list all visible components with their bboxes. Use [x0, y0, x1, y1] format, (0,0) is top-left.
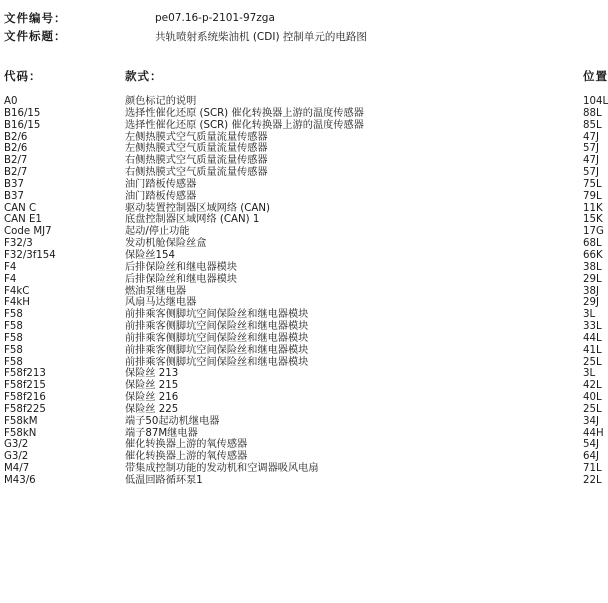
component-position: 33L — [583, 321, 602, 333]
component-position: 85L — [583, 119, 602, 131]
doc-title-row — [4, 27, 367, 45]
doc-title-value: 共轨喷射系统柴油机 (CDI) 控制单元的电路图 — [155, 30, 367, 43]
component-position: 47J — [583, 155, 599, 167]
component-position: 57J — [583, 143, 599, 155]
table-row — [0, 345, 603, 357]
component-position: 66K — [583, 249, 603, 261]
component-code: G3/2 — [4, 451, 29, 463]
table-row — [0, 132, 603, 144]
component-description: 低温回路循环泵1 — [125, 475, 203, 486]
component-description: 驱动装置控制器区域网络 (CAN) — [125, 202, 270, 214]
component-description: 前排乘客侧脚坑空间保险丝和继电器模块 — [125, 321, 309, 333]
component-position: 104L — [583, 96, 608, 107]
table-row — [0, 439, 603, 451]
column-header-description: 款式： — [125, 69, 163, 83]
table-row — [0, 262, 603, 274]
table-row — [0, 475, 603, 487]
component-description: 催化转换器上游的氧传感器 — [125, 451, 248, 463]
component-position: 29L — [583, 273, 602, 285]
table-row — [0, 286, 603, 298]
component-description: 风扇马达继电器 — [125, 297, 197, 309]
component-description: 选择性催化还原 (SCR) 催化转换器上游的温度传感器 — [125, 107, 364, 119]
table-row — [0, 321, 603, 333]
component-code: F58kN — [4, 427, 37, 439]
component-position: 3L — [583, 368, 596, 380]
component-position: 15K — [583, 214, 603, 226]
column-header-position: 位置 — [583, 69, 608, 83]
component-position: 40L — [583, 392, 602, 404]
component-code: M43/6 — [4, 475, 36, 486]
component-position: 68L — [583, 238, 602, 250]
table-row — [0, 428, 603, 440]
component-description: 端子50起动机继电器 — [125, 415, 220, 427]
table-header — [0, 68, 608, 86]
table-row — [0, 108, 603, 120]
table-row — [0, 120, 603, 132]
component-description: 催化转换器上游的氧传感器 — [125, 439, 248, 451]
component-description: 前排乘客侧脚坑空间保险丝和继电器模块 — [125, 344, 309, 356]
component-position: 64J — [583, 451, 599, 463]
component-code: B37 — [4, 190, 24, 202]
table-row — [0, 191, 603, 203]
component-position: 25L — [583, 403, 602, 415]
component-position: 38J — [583, 285, 599, 297]
component-code: B2/6 — [4, 131, 28, 143]
document-meta — [4, 9, 367, 45]
column-header-code: 代码： — [4, 69, 42, 83]
table-row — [0, 380, 603, 392]
component-position: 44L — [583, 332, 602, 344]
component-description: 左侧热膜式空气质量流量传感器 — [125, 131, 268, 143]
component-code: B16/15 — [4, 119, 41, 131]
component-code: B2/6 — [4, 143, 28, 155]
component-description: 前排乘客侧脚坑空间保险丝和继电器模块 — [125, 356, 309, 368]
component-description: 前排乘客侧脚坑空间保险丝和继电器模块 — [125, 332, 309, 344]
table-row — [0, 226, 603, 238]
table-row — [0, 143, 603, 155]
component-code: F58 — [4, 356, 23, 368]
table-row — [0, 451, 603, 463]
component-code: CAN C — [4, 202, 37, 214]
table-row — [0, 155, 603, 167]
component-position: 3L — [583, 309, 596, 321]
component-description: 保险丝 225 — [125, 403, 179, 415]
component-description: 油门踏板传感器 — [125, 178, 197, 190]
doc-title-label: 文件标题： — [4, 29, 67, 43]
component-code: G3/2 — [4, 439, 29, 451]
component-position: 42L — [583, 380, 602, 392]
table-row — [0, 238, 603, 250]
component-description: 起动/停止功能 — [125, 226, 190, 238]
component-description: 保险丝 215 — [125, 380, 179, 392]
component-code: F4kC — [4, 285, 30, 297]
component-description: 选择性催化还原 (SCR) 催化转换器上游的温度传感器 — [125, 119, 364, 131]
component-table — [0, 96, 608, 487]
table-row — [0, 274, 603, 286]
component-code: B2/7 — [4, 155, 28, 167]
table-row — [0, 463, 603, 475]
component-code: B2/7 — [4, 167, 28, 179]
doc-number-row — [4, 9, 367, 27]
table-row — [0, 96, 608, 108]
component-code: F32/3f154 — [4, 249, 56, 261]
component-code: F58 — [4, 344, 23, 356]
table-row — [0, 179, 603, 191]
component-position: 79L — [583, 190, 602, 202]
component-code: F4 — [4, 261, 17, 273]
component-description: 后排保险丝和继电器模块 — [125, 261, 238, 273]
component-code: F4kH — [4, 297, 30, 309]
component-position: 57J — [583, 167, 599, 179]
doc-number-value: pe07.16-p-2101-97zga — [155, 12, 275, 24]
component-code: CAN E1 — [4, 214, 42, 226]
component-position: 44H — [583, 427, 604, 439]
component-position: 47J — [583, 131, 599, 143]
component-code: M4/7 — [4, 463, 30, 475]
table-row — [0, 416, 603, 428]
component-code: F58 — [4, 321, 23, 333]
doc-number-label: 文件编号： — [4, 11, 67, 25]
component-description: 左侧热膜式空气质量流量传感器 — [125, 143, 268, 155]
component-position: 54J — [583, 439, 599, 451]
component-description: 颜色标记的说明 — [125, 96, 197, 107]
component-position: 75L — [583, 178, 602, 190]
component-description: 油门踏板传感器 — [125, 190, 197, 202]
component-code: F58f216 — [4, 392, 46, 404]
component-code: Code MJ7 — [4, 226, 52, 238]
component-code: F4 — [4, 273, 17, 285]
component-position: 17G — [583, 226, 604, 238]
table-row — [0, 250, 603, 262]
table-row — [0, 392, 603, 404]
component-position: 11K — [583, 202, 603, 214]
component-position: 71L — [583, 463, 602, 475]
component-code: F58f215 — [4, 380, 46, 392]
table-row — [0, 357, 603, 369]
component-position: 88L — [583, 107, 602, 119]
component-code: F58f213 — [4, 368, 46, 380]
component-description: 保险丝 216 — [125, 392, 179, 404]
table-row — [0, 309, 603, 321]
component-position: 38L — [583, 261, 602, 273]
component-position: 34J — [583, 415, 599, 427]
component-description: 右侧热膜式空气质量流量传感器 — [125, 155, 268, 167]
component-description: 后排保险丝和继电器模块 — [125, 273, 238, 285]
component-description: 带集成控制功能的发动机和空调器吸风电扇 — [125, 463, 319, 475]
component-code: A0 — [4, 96, 18, 107]
component-position: 29J — [583, 297, 599, 309]
component-description: 底盘控制器区域网络 (CAN) 1 — [125, 214, 260, 226]
component-description: 燃油泵继电器 — [125, 285, 187, 297]
component-description: 保险丝 213 — [125, 368, 179, 380]
table-row — [0, 167, 603, 179]
component-code: F58 — [4, 309, 23, 321]
component-code: F58kM — [4, 415, 38, 427]
component-code: F32/3 — [4, 238, 33, 250]
component-code: F58f225 — [4, 403, 46, 415]
table-row — [0, 297, 603, 309]
table-row — [0, 368, 603, 380]
component-code: B37 — [4, 178, 24, 190]
component-code: F58 — [4, 332, 23, 344]
component-position: 22L — [583, 475, 602, 486]
component-position: 41L — [583, 344, 602, 356]
component-position: 25L — [583, 356, 602, 368]
component-description: 端子87M继电器 — [125, 427, 198, 439]
component-description: 右侧热膜式空气质量流量传感器 — [125, 167, 268, 179]
table-row — [0, 203, 603, 215]
component-code: B16/15 — [4, 107, 41, 119]
component-description: 发动机舱保险丝盒 — [125, 238, 207, 250]
table-row — [0, 214, 603, 226]
component-description: 保险丝154 — [125, 249, 176, 261]
table-row — [0, 404, 603, 416]
table-row — [0, 333, 603, 345]
component-description: 前排乘客侧脚坑空间保险丝和继电器模块 — [125, 309, 309, 321]
